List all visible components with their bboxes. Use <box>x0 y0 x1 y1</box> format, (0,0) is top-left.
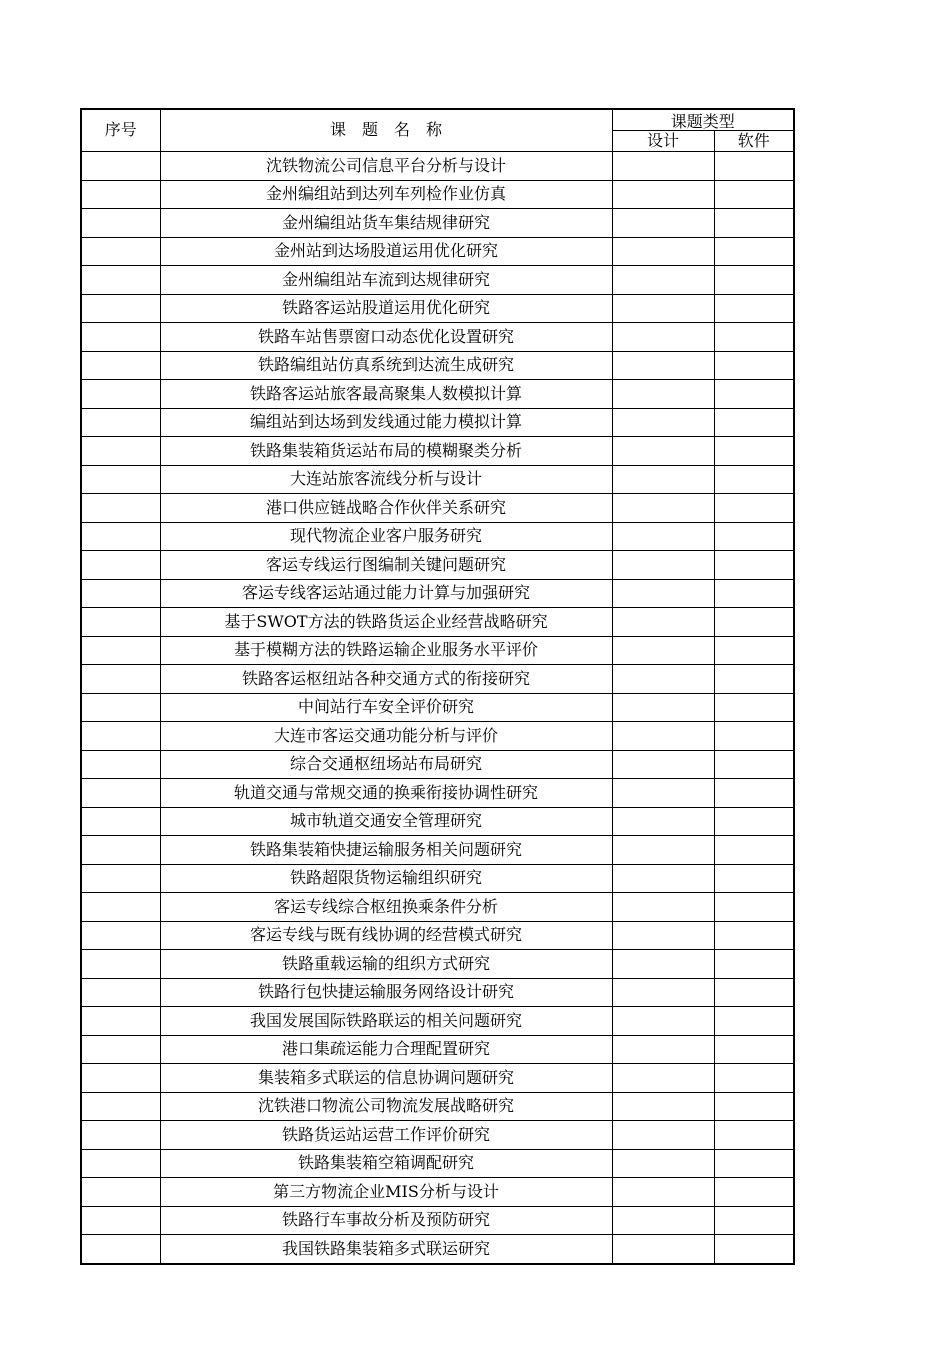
table-row <box>81 1007 794 1036</box>
row-software-cell <box>714 1149 794 1178</box>
row-index-cell <box>81 209 160 238</box>
table-row <box>81 1064 794 1093</box>
row-design-cell <box>612 152 714 181</box>
row-software-cell <box>714 893 794 922</box>
row-software-cell <box>714 693 794 722</box>
table-row <box>81 864 794 893</box>
row-software-cell <box>714 921 794 950</box>
row-topic-title: 编组站到达场到发线通过能力模拟计算 <box>160 408 612 437</box>
row-index-cell <box>81 1235 160 1264</box>
row-software-cell <box>714 1064 794 1093</box>
row-topic-title: 城市轨道交通安全管理研究 <box>160 807 612 836</box>
row-topic-title: 铁路集装箱快捷运输服务相关问题研究 <box>160 836 612 865</box>
row-software-cell <box>714 636 794 665</box>
row-software-cell <box>714 1035 794 1064</box>
row-software-cell <box>714 608 794 637</box>
row-software-cell <box>714 1121 794 1150</box>
row-index-cell <box>81 351 160 380</box>
row-software-cell <box>714 551 794 580</box>
row-software-cell <box>714 950 794 979</box>
table-row <box>81 380 794 409</box>
row-index-cell <box>81 323 160 352</box>
row-index-cell <box>81 950 160 979</box>
table-row <box>81 522 794 551</box>
row-design-cell <box>612 237 714 266</box>
table-row <box>81 1235 794 1264</box>
row-design-cell <box>612 1064 714 1093</box>
row-topic-title: 我国铁路集装箱多式联运研究 <box>160 1235 612 1264</box>
row-design-cell <box>612 266 714 295</box>
table-row <box>81 408 794 437</box>
row-design-cell <box>612 807 714 836</box>
table-row <box>81 665 794 694</box>
row-design-cell <box>612 722 714 751</box>
table-row <box>81 750 794 779</box>
row-index-cell <box>81 579 160 608</box>
row-software-cell <box>714 237 794 266</box>
row-software-cell <box>714 807 794 836</box>
row-design-cell <box>612 1092 714 1121</box>
row-software-cell <box>714 579 794 608</box>
row-design-cell <box>612 1149 714 1178</box>
row-design-cell <box>612 1235 714 1264</box>
row-design-cell <box>612 779 714 808</box>
row-index-cell <box>81 836 160 865</box>
table-row <box>81 807 794 836</box>
table-header <box>81 109 794 152</box>
table-row <box>81 836 794 865</box>
row-topic-title: 基于SWOT方法的铁路货运企业经营战略研究 <box>160 608 612 637</box>
row-index-cell <box>81 266 160 295</box>
row-design-cell <box>612 636 714 665</box>
table-row <box>81 636 794 665</box>
row-topic-title: 铁路超限货物运输组织研究 <box>160 864 612 893</box>
row-design-cell <box>612 1178 714 1207</box>
row-index-cell <box>81 1064 160 1093</box>
table-row <box>81 1178 794 1207</box>
row-design-cell <box>612 1206 714 1235</box>
row-index-cell <box>81 437 160 466</box>
row-topic-title: 现代物流企业客户服务研究 <box>160 522 612 551</box>
row-software-cell <box>714 1235 794 1264</box>
row-design-cell <box>612 294 714 323</box>
row-software-cell <box>714 266 794 295</box>
row-software-cell <box>714 494 794 523</box>
table-row <box>81 579 794 608</box>
row-index-cell <box>81 978 160 1007</box>
row-index-cell <box>81 750 160 779</box>
row-design-cell <box>612 494 714 523</box>
row-index-cell <box>81 1149 160 1178</box>
row-topic-title: 我国发展国际铁路联运的相关问题研究 <box>160 1007 612 1036</box>
header-design: 设计 <box>612 131 714 152</box>
table-row <box>81 465 794 494</box>
row-topic-title: 铁路车站售票窗口动态优化设置研究 <box>160 323 612 352</box>
row-software-cell <box>714 323 794 352</box>
row-design-cell <box>612 522 714 551</box>
row-design-cell <box>612 351 714 380</box>
row-index-cell <box>81 636 160 665</box>
row-index-cell <box>81 1035 160 1064</box>
row-topic-title: 铁路编组站仿真系统到达流生成研究 <box>160 351 612 380</box>
row-topic-title: 轨道交通与常规交通的换乘衔接协调性研究 <box>160 779 612 808</box>
table-row <box>81 180 794 209</box>
row-design-cell <box>612 693 714 722</box>
header-topic-type: 课题类型 <box>612 109 794 131</box>
row-index-cell <box>81 893 160 922</box>
row-design-cell <box>612 665 714 694</box>
row-design-cell <box>612 180 714 209</box>
table-row <box>81 950 794 979</box>
table-row <box>81 323 794 352</box>
row-index-cell <box>81 380 160 409</box>
row-topic-title: 客运专线客运站通过能力计算与加强研究 <box>160 579 612 608</box>
row-index-cell <box>81 665 160 694</box>
row-topic-title: 铁路重载运输的组织方式研究 <box>160 950 612 979</box>
row-software-cell <box>714 209 794 238</box>
row-topic-title: 铁路客运枢纽站各种交通方式的衔接研究 <box>160 665 612 694</box>
row-topic-title: 铁路行车事故分析及预防研究 <box>160 1206 612 1235</box>
row-topic-title: 综合交通枢纽场站布局研究 <box>160 750 612 779</box>
row-topic-title: 沈铁物流公司信息平台分析与设计 <box>160 152 612 181</box>
row-software-cell <box>714 978 794 1007</box>
table-row <box>81 921 794 950</box>
row-design-cell <box>612 836 714 865</box>
row-topic-title: 金州编组站车流到达规律研究 <box>160 266 612 295</box>
row-topic-title: 客运专线运行图编制关键问题研究 <box>160 551 612 580</box>
row-design-cell <box>612 978 714 1007</box>
row-index-cell <box>81 1178 160 1207</box>
row-topic-title: 铁路集装箱货运站布局的模糊聚类分析 <box>160 437 612 466</box>
row-design-cell <box>612 950 714 979</box>
row-software-cell <box>714 1178 794 1207</box>
row-topic-title: 铁路客运站股道运用优化研究 <box>160 294 612 323</box>
row-software-cell <box>714 779 794 808</box>
row-topic-title: 港口集疏运能力合理配置研究 <box>160 1035 612 1064</box>
row-index-cell <box>81 522 160 551</box>
table-row <box>81 608 794 637</box>
row-software-cell <box>714 465 794 494</box>
row-index-cell <box>81 465 160 494</box>
table-row <box>81 1035 794 1064</box>
row-design-cell <box>612 380 714 409</box>
row-index-cell <box>81 1206 160 1235</box>
row-design-cell <box>612 408 714 437</box>
row-index-cell <box>81 551 160 580</box>
row-design-cell <box>612 437 714 466</box>
table-row <box>81 209 794 238</box>
row-index-cell <box>81 608 160 637</box>
row-index-cell <box>81 864 160 893</box>
row-software-cell <box>714 665 794 694</box>
row-software-cell <box>714 294 794 323</box>
row-design-cell <box>612 465 714 494</box>
header-row-1 <box>81 109 794 131</box>
row-topic-title: 金州编组站到达列车列检作业仿真 <box>160 180 612 209</box>
row-software-cell <box>714 351 794 380</box>
table-row <box>81 237 794 266</box>
table-row <box>81 152 794 181</box>
row-design-cell <box>612 323 714 352</box>
row-software-cell <box>714 1092 794 1121</box>
row-topic-title: 大连市客运交通功能分析与评价 <box>160 722 612 751</box>
row-index-cell <box>81 152 160 181</box>
row-index-cell <box>81 779 160 808</box>
row-index-cell <box>81 1007 160 1036</box>
row-software-cell <box>714 722 794 751</box>
row-design-cell <box>612 1007 714 1036</box>
row-topic-title: 基于模糊方法的铁路运输企业服务水平评价 <box>160 636 612 665</box>
row-topic-title: 客运专线综合枢纽换乘条件分析 <box>160 893 612 922</box>
row-topic-title: 铁路客运站旅客最高聚集人数模拟计算 <box>160 380 612 409</box>
row-design-cell <box>612 608 714 637</box>
table-row <box>81 437 794 466</box>
table-row <box>81 1206 794 1235</box>
row-design-cell <box>612 864 714 893</box>
row-topic-title: 铁路行包快捷运输服务网络设计研究 <box>160 978 612 1007</box>
row-index-cell <box>81 807 160 836</box>
row-topic-title: 大连站旅客流线分析与设计 <box>160 465 612 494</box>
header-software: 软件 <box>714 131 794 152</box>
table-row <box>81 494 794 523</box>
table-body <box>81 152 794 1264</box>
row-topic-title: 沈铁港口物流公司物流发展战略研究 <box>160 1092 612 1121</box>
table-row <box>81 1149 794 1178</box>
row-software-cell <box>714 152 794 181</box>
row-index-cell <box>81 921 160 950</box>
table-row <box>81 893 794 922</box>
table-row <box>81 294 794 323</box>
row-software-cell <box>714 1206 794 1235</box>
row-index-cell <box>81 294 160 323</box>
row-index-cell <box>81 722 160 751</box>
row-software-cell <box>714 1007 794 1036</box>
row-topic-title: 中间站行车安全评价研究 <box>160 693 612 722</box>
row-topic-title: 铁路集装箱空箱调配研究 <box>160 1149 612 1178</box>
row-software-cell <box>714 380 794 409</box>
table-row <box>81 978 794 1007</box>
row-topic-title: 集装箱多式联运的信息协调问题研究 <box>160 1064 612 1093</box>
row-design-cell <box>612 579 714 608</box>
row-topic-title: 铁路货运站运营工作评价研究 <box>160 1121 612 1150</box>
row-software-cell <box>714 408 794 437</box>
row-topic-title: 客运专线与既有线协调的经营模式研究 <box>160 921 612 950</box>
table-row <box>81 1121 794 1150</box>
row-software-cell <box>714 750 794 779</box>
row-topic-title: 金州站到达场股道运用优化研究 <box>160 237 612 266</box>
table-row <box>81 1092 794 1121</box>
row-design-cell <box>612 750 714 779</box>
row-topic-title: 第三方物流企业MIS分析与设计 <box>160 1178 612 1207</box>
table-row <box>81 266 794 295</box>
topic-table <box>80 108 795 1265</box>
row-index-cell <box>81 408 160 437</box>
table-row <box>81 693 794 722</box>
row-software-cell <box>714 522 794 551</box>
row-index-cell <box>81 1121 160 1150</box>
row-design-cell <box>612 1121 714 1150</box>
row-index-cell <box>81 494 160 523</box>
row-design-cell <box>612 1035 714 1064</box>
row-topic-title: 金州编组站货车集结规律研究 <box>160 209 612 238</box>
header-index: 序号 <box>81 109 160 152</box>
row-software-cell <box>714 437 794 466</box>
table-row <box>81 779 794 808</box>
row-index-cell <box>81 237 160 266</box>
row-design-cell <box>612 209 714 238</box>
row-design-cell <box>612 551 714 580</box>
table-row <box>81 351 794 380</box>
row-design-cell <box>612 893 714 922</box>
row-index-cell <box>81 180 160 209</box>
row-topic-title: 港口供应链战略合作伙伴关系研究 <box>160 494 612 523</box>
header-topic-name: 课 题 名 称 <box>160 109 612 152</box>
row-software-cell <box>714 180 794 209</box>
row-software-cell <box>714 836 794 865</box>
row-design-cell <box>612 921 714 950</box>
row-index-cell <box>81 1092 160 1121</box>
table-row <box>81 722 794 751</box>
row-software-cell <box>714 864 794 893</box>
table-row <box>81 551 794 580</box>
row-index-cell <box>81 693 160 722</box>
